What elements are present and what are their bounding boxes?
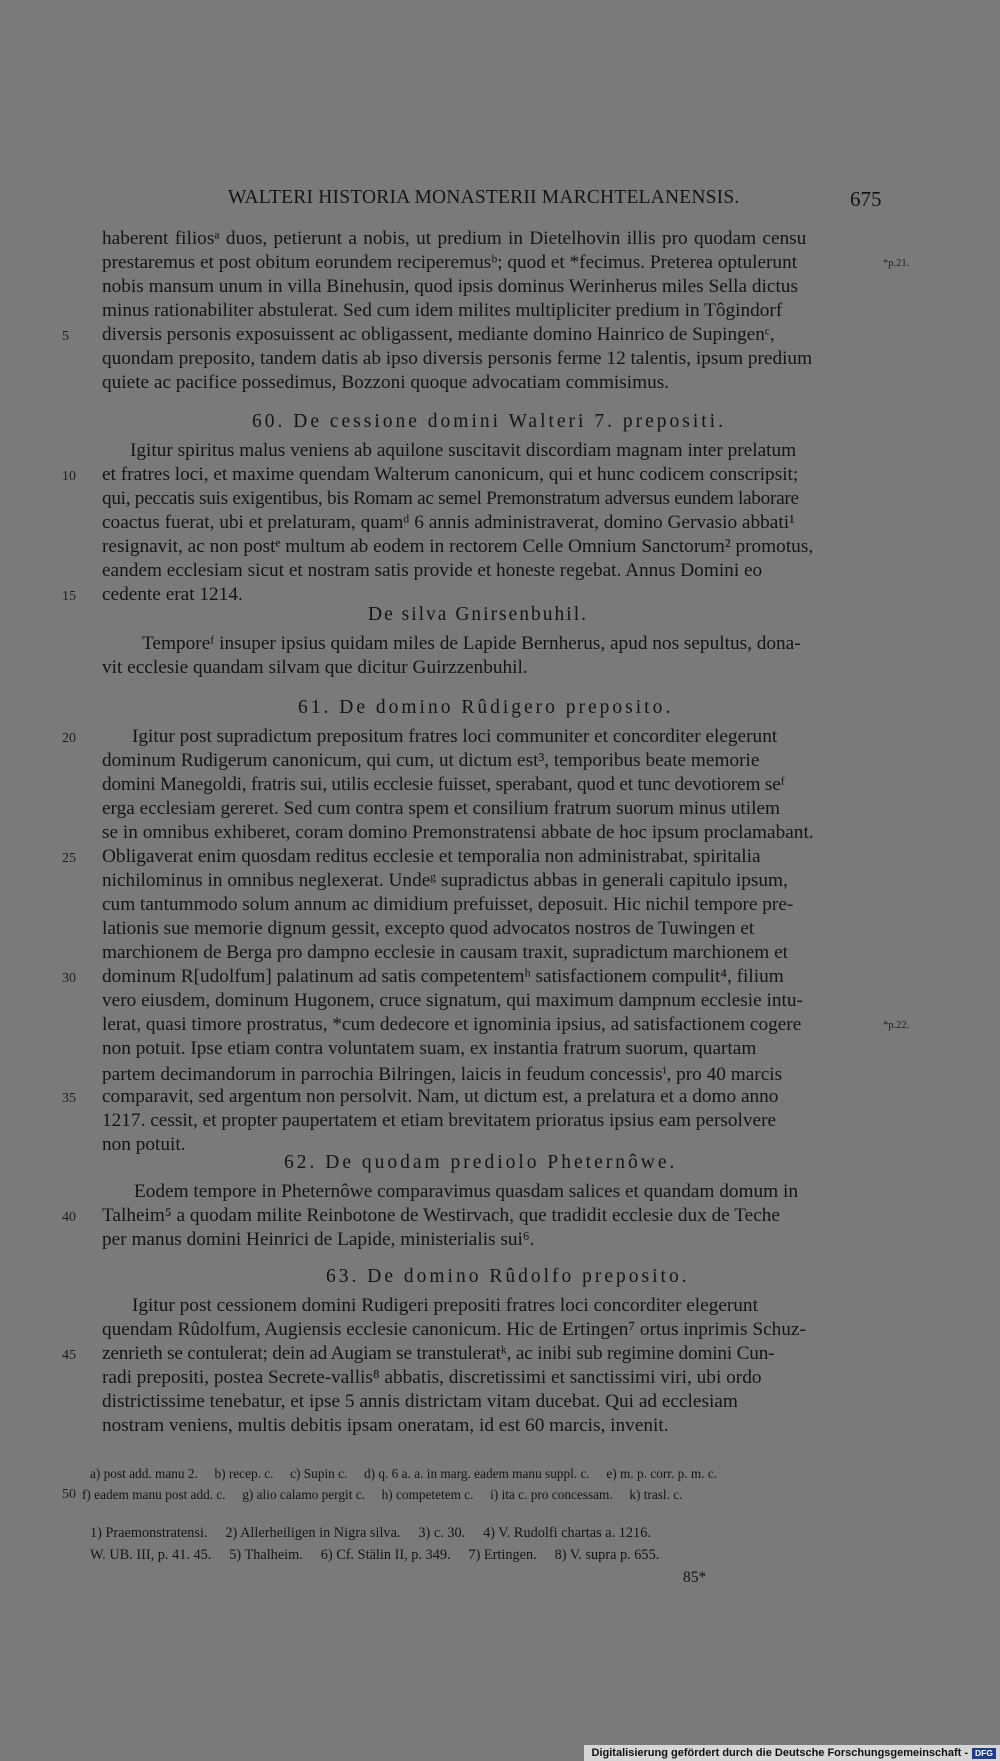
text-line: vit ecclesie quandam silvam que dicitur Guirzzenbuhil. [102, 657, 528, 678]
line-number: 20 [62, 731, 76, 746]
page-reference: *p.21. [883, 258, 910, 269]
text-line: districtissime tenebatur, et ipse 5 annis districtam vitam ducebat. Qui ad ecclesiam [102, 1391, 738, 1412]
line-number: 50 [62, 1487, 76, 1502]
line-number: 15 [62, 589, 76, 604]
text-line: non potuit. Ipse etiam contra voluntatem suam, ex instantia fratrum suorum, quartam [102, 1038, 757, 1059]
text-line: vero eiusdem, dominum Hugonem, cruce signatum, qui maximum dampnum ecclesie intu- [102, 990, 803, 1011]
apparatus-line: f) eadem manu post add. c. g) alio calamo pergit c. h) competetem c. i) ita c. pro concessam. k) trasl. c. [82, 1487, 683, 1502]
text-line: minus rationabiliter abstulerat. Sed cum idem milites multipliciter predium in Tôgindorf [102, 300, 783, 321]
section-heading: 62. De quodam prediolo Pheternôwe. [284, 1152, 678, 1173]
text-line: per manus domini Heinrici de Lapide, ministerialis sui⁶. [102, 1229, 535, 1250]
page-reference: *p.22. [883, 1020, 910, 1031]
text-line: resignavit, ac non postᵉ multum ab eodem in rectorem Celle Omnium Sanctorum² promotus, [102, 536, 814, 557]
footnote-line: 1) Praemonstratensi. 2) Allerheiligen in Nigra silva. 3) c. 30. 4) V. Rudolfi chartas a. 1216. [90, 1525, 651, 1541]
text-line: coactus fuerat, ubi et prelaturam, quamᵈ 6 annis administraverat, domino Gervasio abbati¹ [102, 512, 795, 533]
text-line: Igitur spiritus malus veniens ab aquilone suscitavit discordiam magnam inter prelatum [130, 440, 797, 461]
text-line: dominum Rudigerum canonicum, qui cum, ut dictum est³, temporibus beate memorie [102, 750, 760, 771]
line-number: 5 [62, 329, 69, 344]
signature-mark: 85* [683, 1569, 707, 1586]
line-number: 25 [62, 851, 76, 866]
text-line: prestaremus et post obitum eorundem reciperemusᵇ; quod et *fecimus. Preterea optulerunt [102, 252, 798, 273]
text-line: cedente erat 1214. [102, 584, 243, 605]
page-number: 675 [850, 187, 882, 211]
text-line: qui, peccatis suis exigentibus, bis Romam ac semel Premonstratum adversus eundem laborare [102, 488, 799, 509]
text-line: quendam Rûdolfum, Augiensis ecclesie canonicum. Hic de Ertingen⁷ ortus inprimis Schuz- [102, 1319, 806, 1340]
section-heading: 60. De cessione domini Walteri 7. prepositi. [252, 411, 726, 432]
text-line: dominum R[udolfum] palatinum ad satis competentemʰ satisfactionem compulit⁴, filium [102, 966, 784, 987]
section-heading: 63. De domino Rûdolfo preposito. [326, 1266, 690, 1287]
text-line: haberent filiosᵃ duos, petierunt a nobis, ut predium in Dietelhovin illis pro quodam censu [102, 228, 807, 249]
line-number: 35 [62, 1091, 76, 1106]
line-number: 30 [62, 971, 76, 986]
text-line: eandem ecclesiam sicut et nostram satis provide et honeste regebat. Annus Domini eo [102, 560, 763, 581]
text-line: nobis mansum unum in villa Binehusin, quod ipsis dominus Werinherus miles Sella dictus [102, 276, 798, 297]
text-line: diversis personis exposuissent ac obligassent, mediante domino Hainrico de Supingenᶜ, [102, 324, 775, 345]
text-line: comparavit, sed argentum non persolvit. Nam, ut dictum est, a prelatura et a domo anno [102, 1086, 779, 1107]
text-line: non potuit. [102, 1134, 186, 1155]
text-line: se in omnibus exhiberet, coram domino Premonstratensi abbate de hoc ipsum proclamabant. [102, 822, 814, 843]
apparatus-line: a) post add. manu 2. b) recep. c. c) Supin c. d) q. 6 a. a. in marg. eadem manu suppl. c. e) m. p. corr. p. m. c. [90, 1466, 718, 1481]
footnote-line: W. UB. III, p. 41. 45. 5) Thalheim. 6) Cf. Stälin II, p. 349. 7) Ertingen. 8) V. supra p. 655. [90, 1547, 660, 1563]
text-line: domini Manegoldi, fratris sui, utilis ecclesie fuisset, sperabant, quod et tunc devotiorem seᶠ [102, 774, 785, 795]
text-line: Obligaverat enim quosdam reditus ecclesie et temporalia non administrabat, spiritalia [102, 846, 761, 867]
text-line: erga ecclesiam gereret. Sed cum contra spem et consilium fratrum suorum minus utilem [102, 798, 781, 819]
text-line: et fratres loci, et maxime quendam Walterum canonicum, qui et hunc codicem conscripsit; [102, 464, 799, 485]
text-line: marchionem de Berga pro dampno ecclesie in causam traxit, supradictum marchionem et [102, 942, 789, 963]
section-heading: 61. De domino Rûdigero preposito. [298, 697, 674, 718]
text-line: quiete ac pacifice possedimus, Bozzoni quoque advocatiam commisimus. [102, 372, 670, 393]
text-line: nostram veniens, multis debitis ipsam oneratam, id est 60 marcis, invenit. [102, 1415, 669, 1436]
line-number: 40 [62, 1210, 76, 1225]
text-line: radi prepositi, postea Secrete-vallis⁸ abbatis, discretissimi et sanctissimi viri, ubi ordo [102, 1367, 762, 1388]
subsection-heading: De silva Gnirsenbuhil. [368, 604, 589, 625]
text-line: Igitur post supradictum prepositum fratres loci communiter et concorditer elegerunt [132, 726, 778, 747]
text-line: Talheim⁵ a quodam milite Reinbotone de Westirvach, que tradidit ecclesie dux de Teche [102, 1205, 780, 1226]
text-line: lerat, quasi timore prostratus, *cum dedecore et ignominia ipsius, ad satisfactionem cogere [102, 1014, 802, 1035]
text-line: Eodem tempore in Pheternôwe comparavimus quasdam salices et quandam domum in [134, 1181, 798, 1202]
text-line: Igitur post cessionem domini Rudigeri prepositi fratres loci concorditer elegerunt [132, 1295, 758, 1316]
digitization-footer [584, 1745, 1000, 1761]
text-line: quondam preposito, tandem datis ab ipso diversis personis ferme 12 talentis, ipsum predium [102, 348, 813, 369]
dfg-logo: DFG [972, 1748, 996, 1759]
text-line: zenrieth se contulerat; dein ad Augiam se transtuleratᵏ, ac inibi sub regimine domini Cun- [102, 1343, 775, 1364]
running-title: WALTERI HISTORIA MONASTERII MARCHTELANENSIS. [228, 187, 740, 208]
funding-credit: Digitalisierung gefördert durch die Deutsche Forschungsgemeinschaft - [591, 1747, 969, 1759]
line-number: 10 [62, 469, 76, 484]
line-number: 45 [62, 1348, 76, 1363]
text-line: lationis sue memorie dignum gessit, excepto quod advocatos nostros de Tuwingen et [102, 918, 755, 939]
text-line: partem decimandorum in parrochia Bilringen, laicis in feudum concessisⁱ, pro 40 marcis [102, 1064, 783, 1085]
text-line: nichilominus in omnibus neglexerat. Undeᵍ supradictus abbas in generali capitulo ipsum, [102, 870, 788, 891]
text-line: cum tantummodo solum annum ac dimidium prefuisset, deposuit. Hic nichil tempore pre- [102, 894, 794, 915]
text-line: 1217. cessit, et propter paupertatem et etiam brevitatem prioratus ipsius eam persolvere [102, 1110, 777, 1131]
text-line: Temporeᶠ insuper ipsius quidam miles de Lapide Bernherus, apud nos sepultus, dona- [142, 633, 801, 654]
